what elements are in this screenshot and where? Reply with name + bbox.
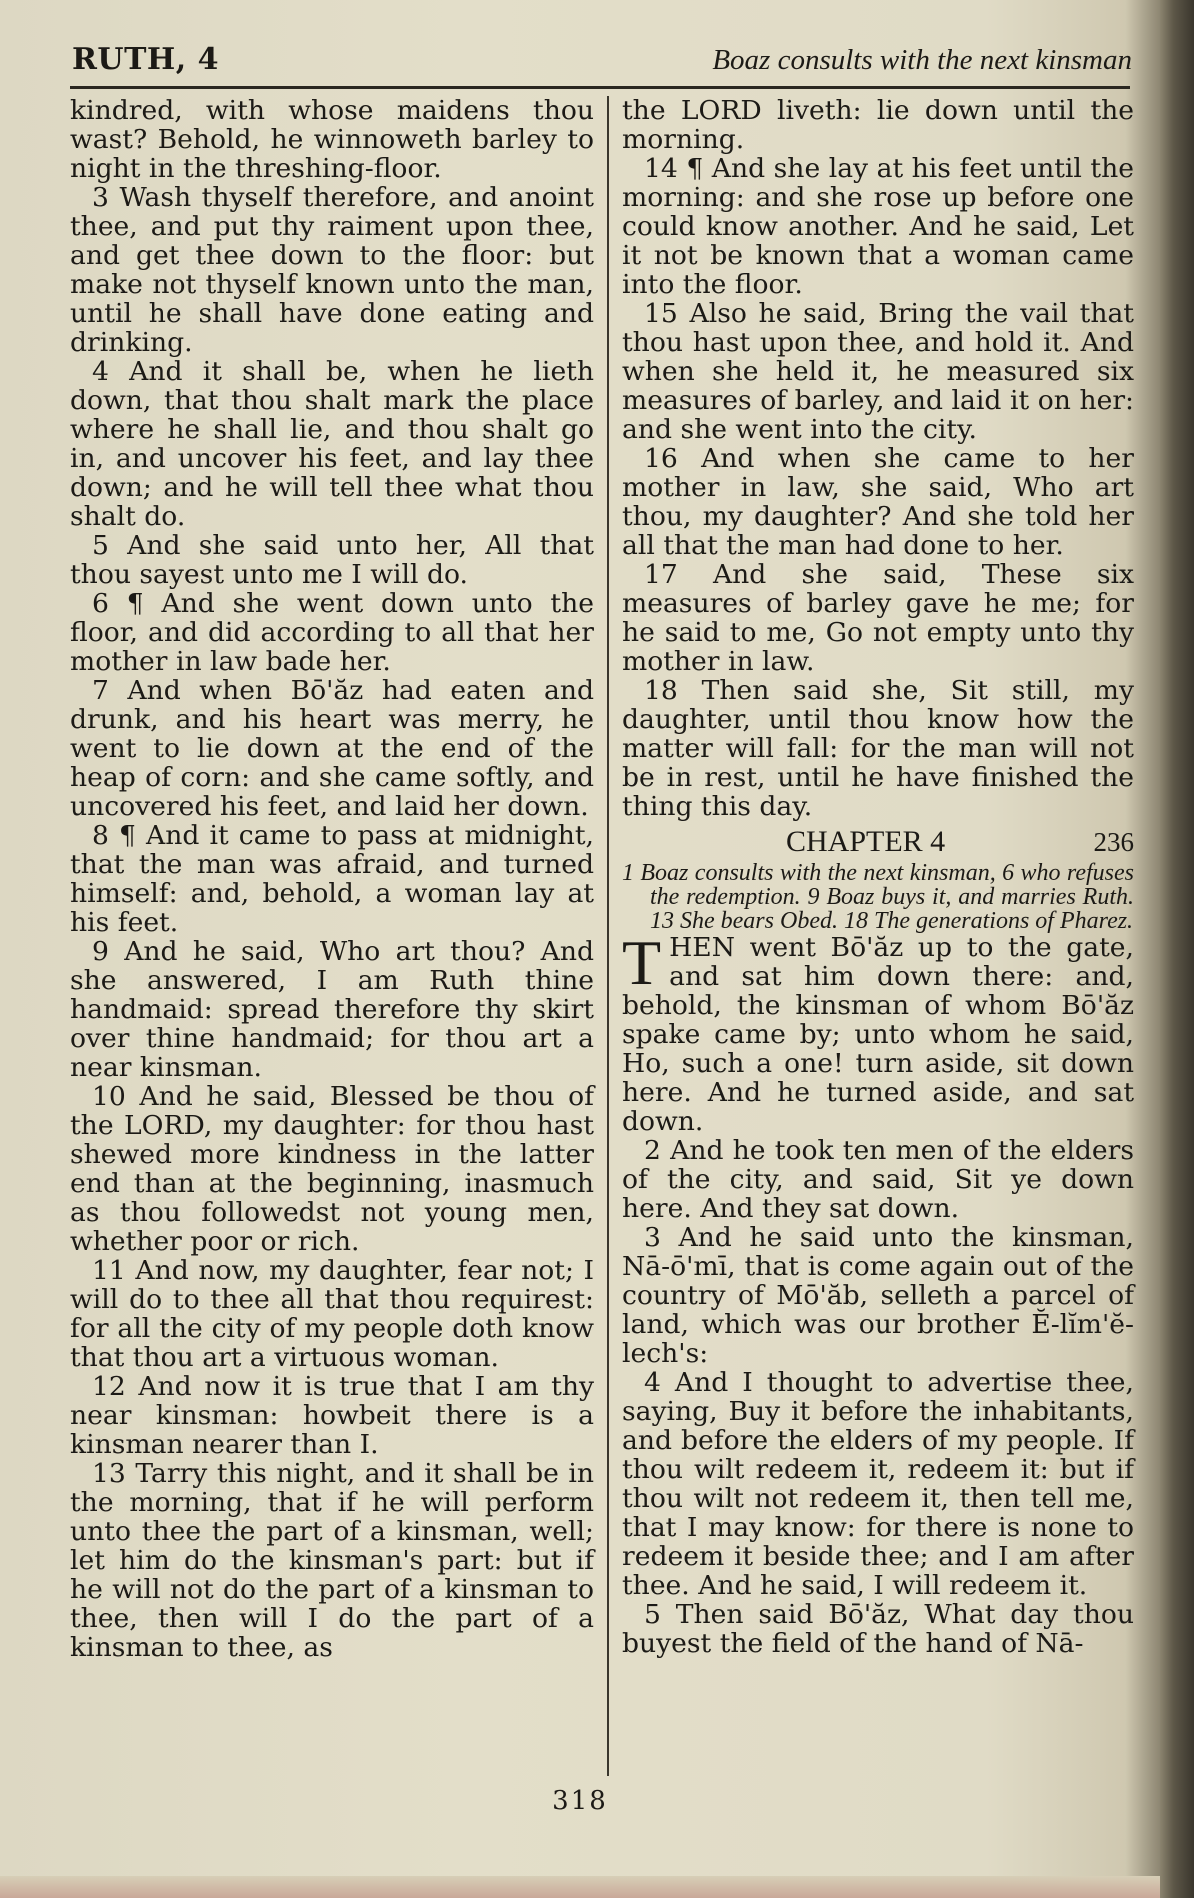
verse-text: kindred, with whose maidens thou wast? Behold, he winnoweth barley to night in the threshing-floor. bbox=[70, 95, 594, 184]
left-column bbox=[70, 96, 594, 1662]
running-header bbox=[70, 38, 1130, 84]
book-chapter-label: RUTH, 4 bbox=[72, 42, 220, 77]
chapter-title: CHAPTER 4 bbox=[786, 825, 946, 858]
right-column bbox=[622, 96, 1134, 1658]
verse-11: 11 And now, my daughter, fear not; I will do to thee all that thou requirest: for all the city of my people doth know that thou art a virtuous woman. bbox=[70, 1255, 594, 1373]
header-rule bbox=[70, 86, 1130, 89]
verse-9: 9 And he said, Who art thou? And she answered, I am Ruth thine handmaid: spread therefore thy skirt over thine handmaid; for thou art a near kinsman. bbox=[70, 936, 594, 1083]
chapter-4-verse-2: 2 And he took ten men of the elders of the city, and said, Sit ye down here. And they sat down. bbox=[622, 1135, 1134, 1224]
chapter-summary: 1 Boaz consults with the next kinsman, 6 who refuses the redemption. 9 Boaz buys it, and marries Ruth. 13 She bears Obed. 18 The generations of Pharez. bbox=[622, 860, 1134, 934]
page-number: 318 bbox=[552, 1786, 608, 1816]
verse-18: 18 Then said she, Sit still, my daughter, until thou know how the matter will fall: for the man will not be in rest, until he have finished the thing this day. bbox=[622, 675, 1134, 822]
verse-5: 5 And she said unto her, All that thou sayest unto me I will do. bbox=[70, 530, 594, 590]
verse-14: 14 ¶ And she lay at his feet until the morning: and she rose up before one could know another. And he said, Let it not be known that a woman came into the floor. bbox=[622, 153, 1134, 300]
drop-cap: T bbox=[622, 927, 662, 998]
chapter-4-verse-3: 3 And he said unto the kinsman, Nā-ō'mī, that is come again out of the country of Mō'ăb, selleth a parcel of land, which was our brother Ĕ-lĭm'ĕ-lech's: bbox=[622, 1222, 1134, 1369]
verse-7: 7 And when Bō'ăz had eaten and drunk, and his heart was merry, he went to lie down at the end of the heap of corn: and she came softly, and uncovered his feet, and laid her down. bbox=[70, 675, 594, 822]
verse-3: 3 Wash thyself therefore, and anoint thee, and put thy raiment upon thee, and get thee down to the floor: but make not thyself known unto the man, until he shall have done eating and drinking. bbox=[70, 182, 594, 358]
verse-13: 13 Tarry this night, and it shall be in the morning, that if he will perform unto thee the part of a kinsman, well; let him do the kinsman's part: but if he will not do the part of a kinsman to thee, then will I do the part of a kinsman to thee, as bbox=[70, 1458, 594, 1663]
chapter-4-verse-4: 4 And I thought to advertise thee, saying, Buy it before the inhabitants, and before the elders of my people. If thou wilt redeem it, redeem it: but if thou wilt not redeem it, then tell me, that I may know: for there is none to redeem it beside thee; and I am after thee. And he said, I will redeem it. bbox=[622, 1367, 1134, 1601]
verse-12: 12 And now it is true that I am thy near kinsman: howbeit there is a kinsman nearer than I. bbox=[70, 1371, 594, 1460]
verse-16: 16 And when she came to her mother in law, she said, Who art thou, my daughter? And she told her all that the man had done to her. bbox=[622, 443, 1134, 561]
verse-10: 10 And he said, Blessed be thou of the LORD, my daughter: for thou hast shewed more kindness in the latter end than at the beginning, inasmuch as thou followedst not young men, whether poor or rich. bbox=[70, 1081, 594, 1257]
verse-8: 8 ¶ And it came to pass at midnight, that the man was afraid, and turned himself: and, behold, a woman lay at his feet. bbox=[70, 820, 594, 938]
verse-1-text: HEN went Bō'ăz up to the gate, and sat him down there: and, behold, the kinsman of whom Bō'ăz spake came by; unto whom he said, Ho, such a one! turn aside, sit down here. And he turned aside, and sat down. bbox=[622, 932, 1134, 1137]
chapter-4-verse-1 bbox=[622, 927, 1134, 1137]
verse-4: 4 And it shall be, when he lieth down, that thou shalt mark the place where he shall lie, and thou shalt go in, and uncover his feet, and lay thee down; and he will tell thee what thou shalt do. bbox=[70, 356, 594, 532]
verse-15: 15 Also he said, Bring the vail that thou hast upon thee, and hold it. And when she held it, he measured six measures of barley, and laid it on her: and she went into the city. bbox=[622, 298, 1134, 445]
chapter-index-number: 236 bbox=[1093, 827, 1134, 857]
verse-6: 6 ¶ And she went down unto the floor, and did according to all that her mother in law bade her. bbox=[70, 588, 594, 677]
page-bottom-edge bbox=[0, 1876, 1160, 1898]
column-divider bbox=[607, 96, 609, 1776]
page-topic-heading: Boaz consults with the next kinsman bbox=[712, 44, 1132, 76]
verse-17: 17 And she said, These six measures of barley gave he me; for he said to me, Go not empty unto thy mother in law. bbox=[622, 559, 1134, 677]
chapter-heading bbox=[622, 827, 1134, 861]
verse-text: the LORD liveth: lie down until the morning. bbox=[622, 95, 1134, 155]
book-spine-shadow bbox=[1160, 0, 1194, 1898]
chapter-4-verse-5: 5 Then said Bō'ăz, What day thou buyest the field of the hand of Nā- bbox=[622, 1599, 1134, 1659]
